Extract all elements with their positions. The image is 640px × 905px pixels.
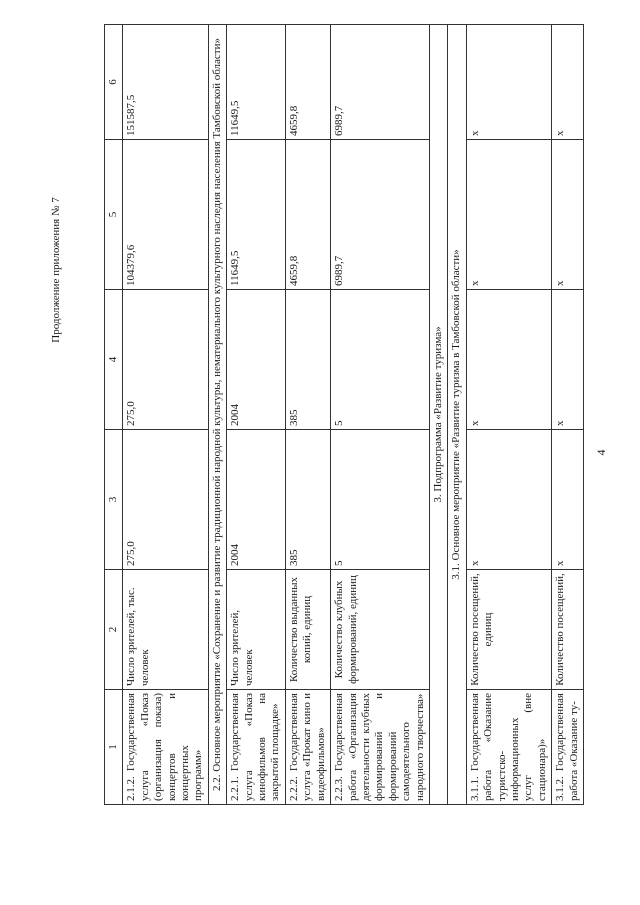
section-row: [448, 25, 466, 805]
table-row: [552, 25, 584, 805]
value-cell: 11649,5: [227, 140, 286, 290]
service-name-cell: 2.1.2. Государственная услуга «Показ (организация показа) концертов и концертных программ»: [123, 690, 208, 805]
section-heading: 3.1. Основное мероприятие «Развитие туризма в Тамбовской области»: [448, 25, 466, 805]
section-row: [429, 25, 447, 805]
service-name-cell: 3.1.1. Государственная работа «Оказание туристско-информационных услуг (вне стационара)»: [466, 690, 551, 805]
value-cell: 385: [285, 290, 330, 430]
value-cell: х: [552, 25, 584, 140]
column-number-row: [105, 25, 123, 805]
column-header: 1: [105, 690, 123, 805]
column-header: 4: [105, 290, 123, 430]
value-cell: 4659,8: [285, 140, 330, 290]
value-cell: 4659,8: [285, 25, 330, 140]
column-header: 3: [105, 430, 123, 570]
indicator-cell: Число зрителей, тыс. человек: [123, 570, 208, 690]
value-cell: х: [466, 290, 551, 430]
value-cell: 6989,7: [331, 25, 430, 140]
value-cell: 151587,5: [123, 25, 208, 140]
column-header: 6: [105, 25, 123, 140]
value-cell: х: [466, 140, 551, 290]
value-cell: 275,0: [123, 290, 208, 430]
value-cell: 5: [331, 430, 430, 570]
indicator-cell: Количество посещений, единиц: [466, 570, 551, 690]
table-row: [285, 25, 330, 805]
value-cell: 275,0: [123, 430, 208, 570]
value-cell: 104379,6: [123, 140, 208, 290]
service-name-cell: 2.2.3. Государственная работа «Организация деятельности клубных формирований и формирований самодеятельного народного творчества»: [331, 690, 430, 805]
section-row: [208, 25, 226, 805]
indicator-cell: Количество клубных формирований, единиц: [331, 570, 430, 690]
column-header: 2: [105, 570, 123, 690]
value-cell: 2004: [227, 290, 286, 430]
value-cell: х: [552, 290, 584, 430]
table-row: [123, 25, 208, 805]
indicator-cell: Количество выданных копий, единиц: [285, 570, 330, 690]
value-cell: х: [466, 430, 551, 570]
value-cell: 6989,7: [331, 140, 430, 290]
indicator-cell: Количество посещений,: [552, 570, 584, 690]
value-cell: х: [552, 140, 584, 290]
value-cell: 5: [331, 290, 430, 430]
column-header: 5: [105, 140, 123, 290]
service-name-cell: 2.2.2. Государственная услуга «Прокат кино и видеофильмов»: [285, 690, 330, 805]
page-number: 4: [594, 449, 608, 456]
service-name-cell: 2.2.1. Государственная услуга «Показ кинофильмов на закрытой площадке»: [227, 690, 286, 805]
state-services-table: [104, 24, 584, 805]
appendix-continuation-note: Продолжение приложения № 7: [50, 197, 62, 343]
table-row: [466, 25, 551, 805]
table-row: [331, 25, 430, 805]
value-cell: 2004: [227, 430, 286, 570]
value-cell: 385: [285, 430, 330, 570]
value-cell: х: [466, 25, 551, 140]
indicator-cell: Число зрителей, человек: [227, 570, 286, 690]
table-row: [227, 25, 286, 805]
service-name-cell: 3.1.2. Государственная работа «Оказание ту-: [552, 690, 584, 805]
section-heading: 2.2. Основное мероприятие «Сохранение и развитие традиционной народной культуры, нематериального культурного наследия населения Тамбовской области»: [208, 25, 226, 805]
value-cell: х: [552, 430, 584, 570]
value-cell: 11649,5: [227, 25, 286, 140]
subprogram-heading: 3. Подпрограмма «Развитие туризма»: [429, 25, 447, 805]
